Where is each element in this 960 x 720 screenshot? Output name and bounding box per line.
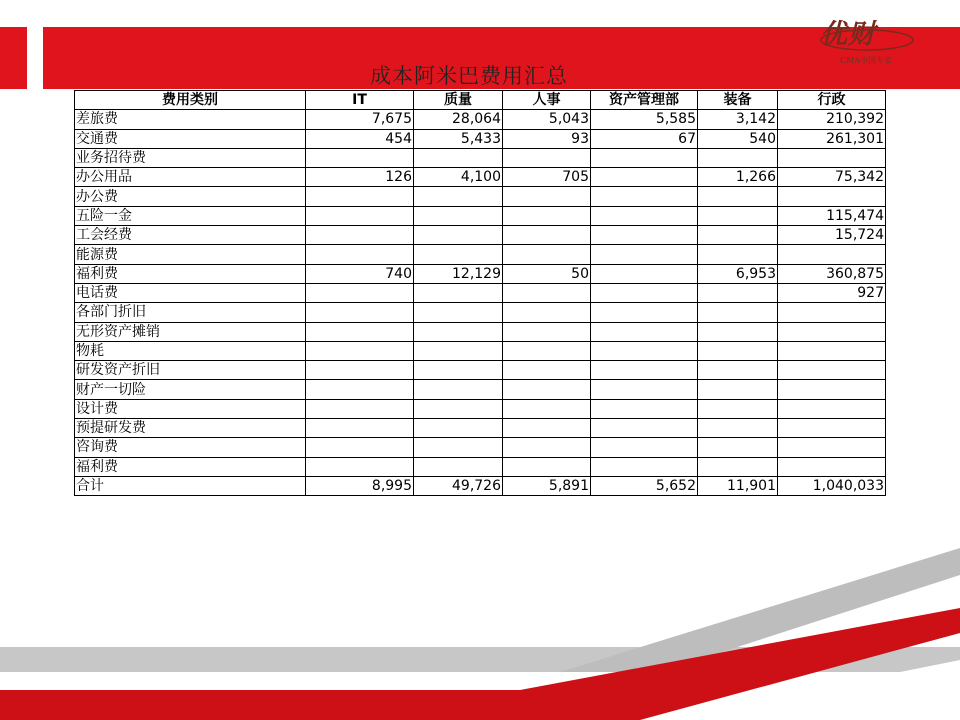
column-header: 质量: [414, 91, 503, 110]
amount-cell: 5,585: [591, 110, 698, 129]
column-header: 资产管理部: [591, 91, 698, 110]
category-cell: 研发资产折旧: [75, 361, 306, 380]
amount-cell: 15,724: [778, 226, 886, 245]
amount-cell: 210,392: [778, 110, 886, 129]
category-cell: 设计费: [75, 399, 306, 418]
amount-cell: 5,652: [591, 476, 698, 495]
amount-cell: 28,064: [414, 110, 503, 129]
category-cell: 无形资产摊销: [75, 322, 306, 341]
amount-cell: 126: [306, 168, 414, 187]
amount-cell: 12,129: [414, 264, 503, 283]
category-cell: 各部门折旧: [75, 303, 306, 322]
category-cell: 福利费: [75, 457, 306, 476]
page-title: 成本阿米巴费用汇总: [370, 64, 568, 88]
amount-cell: 49,726: [414, 476, 503, 495]
category-cell: 能源费: [75, 245, 306, 264]
category-cell: 办公用品: [75, 168, 306, 187]
amount-cell: 4,100: [414, 168, 503, 187]
category-cell: 差旅费: [75, 110, 306, 129]
amount-cell: 5,043: [503, 110, 591, 129]
amount-cell: 927: [778, 283, 886, 302]
amount-cell: 1,040,033: [778, 476, 886, 495]
category-cell: 交通费: [75, 129, 306, 148]
amount-cell: 740: [306, 264, 414, 283]
amount-cell: 75,342: [778, 168, 886, 187]
amount-cell: 50: [503, 264, 591, 283]
category-cell: 电话费: [75, 283, 306, 302]
amount-cell: 93: [503, 129, 591, 148]
category-cell: 办公费: [75, 187, 306, 206]
amount-cell: 6,953: [698, 264, 778, 283]
category-cell: 五险一金: [75, 206, 306, 225]
category-cell: 咨询费: [75, 438, 306, 457]
column-header: 行政: [778, 91, 886, 110]
column-header: IT: [306, 91, 414, 110]
category-cell: 业务招待费: [75, 148, 306, 167]
column-header: 人事: [503, 91, 591, 110]
amount-cell: 705: [503, 168, 591, 187]
amount-cell: 3,142: [698, 110, 778, 129]
amount-cell: 8,995: [306, 476, 414, 495]
amount-cell: 261,301: [778, 129, 886, 148]
amount-cell: 454: [306, 129, 414, 148]
logo-text: 优财: [820, 19, 876, 50]
amount-cell: 540: [698, 129, 778, 148]
amount-cell: 1,266: [698, 168, 778, 187]
amount-cell: 11,901: [698, 476, 778, 495]
amount-cell: 7,675: [306, 110, 414, 129]
column-header: 费用类别: [75, 91, 306, 110]
amount-cell: 5,891: [503, 476, 591, 495]
amount-cell: 115,474: [778, 206, 886, 225]
category-cell: 合计: [75, 476, 306, 495]
column-header: 装备: [698, 91, 778, 110]
amount-cell: 5,433: [414, 129, 503, 148]
category-cell: 财产一切险: [75, 380, 306, 399]
category-cell: 物耗: [75, 341, 306, 360]
category-cell: 预提研发费: [75, 419, 306, 438]
category-cell: 工会经费: [75, 226, 306, 245]
amount-cell: 67: [591, 129, 698, 148]
category-cell: 福利费: [75, 264, 306, 283]
logo-subtitle: CMA中国专家: [840, 56, 893, 65]
amount-cell: 360,875: [778, 264, 886, 283]
